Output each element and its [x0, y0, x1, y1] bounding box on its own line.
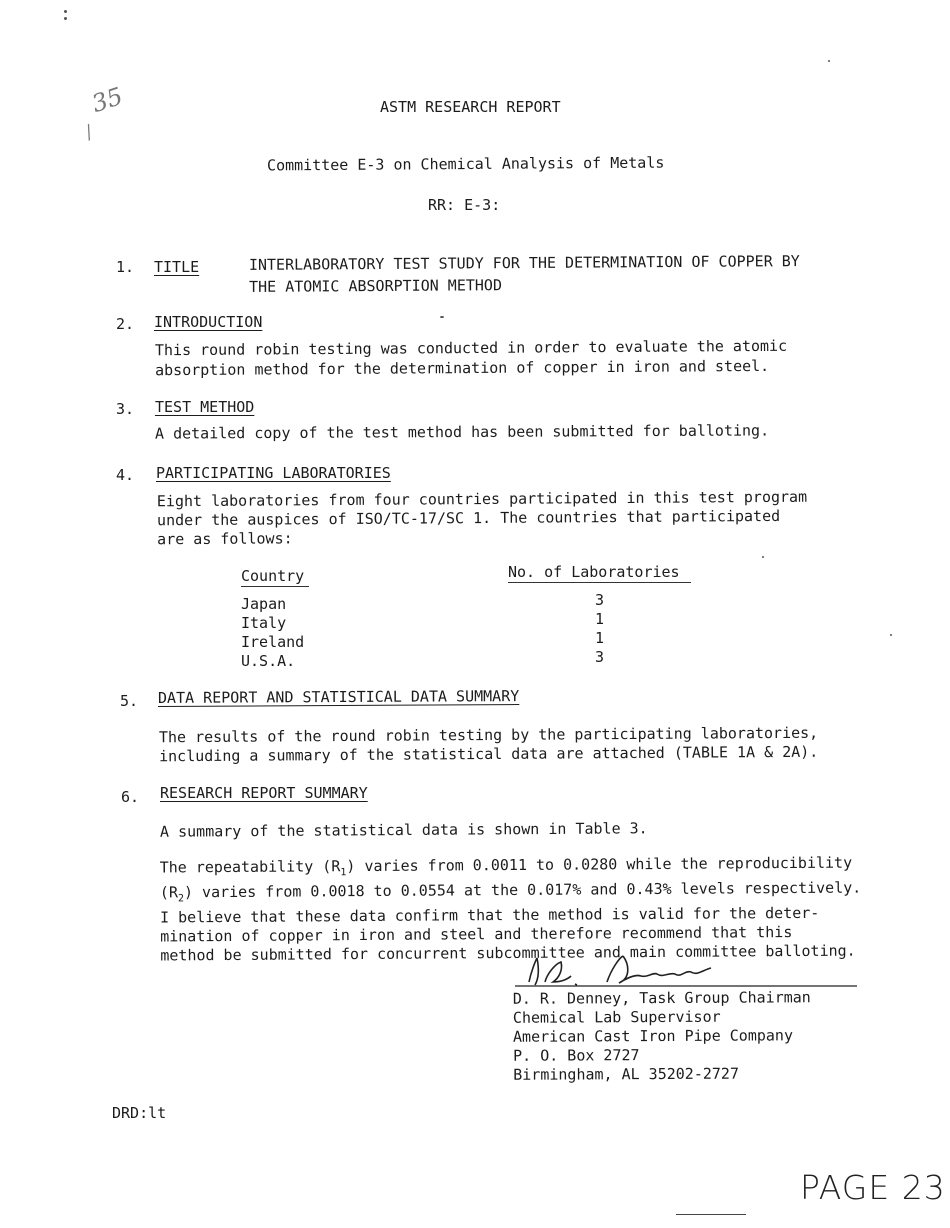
section-4-number: 4. — [116, 466, 135, 484]
table-row — [241, 610, 621, 632]
section-1-line: INTERLABORATORY TEST STUDY FOR THE DETERMINATION OF COPPER BY — [248, 252, 800, 274]
section-2-number: 2. — [116, 315, 135, 333]
section-4-line: under the auspices of ISO/TC-17/SC 1. The countries that participated — [156, 506, 781, 530]
section-2-line: This round robin testing was conducted in order to evaluate the atomic — [154, 336, 788, 360]
section-6-line: I believe that these data confirm that the method is valid for the deter- — [159, 903, 820, 927]
page-label: PAGE 23 — [800, 1168, 946, 1207]
signature-line: American Cast Iron Pipe Company — [512, 1026, 794, 1046]
signature-line: Birmingham, AL 35202-2727 — [513, 1064, 740, 1084]
table-cell-country: Japan — [241, 595, 287, 613]
signature-line: Chemical Lab Supervisor — [512, 1007, 721, 1027]
section-3-number: 3. — [116, 400, 135, 418]
section-6-text — [160, 854, 862, 966]
section-6-line: $(R_2)$ varies from 0.0018 to 0.0554 at the 0.017% and 0.43% levels respectively. — [159, 878, 862, 905]
scan-speck — [828, 60, 830, 62]
scan-speck — [440, 316, 444, 318]
table-cell-country: U.S.A. — [241, 652, 296, 670]
section-4-text — [157, 488, 808, 550]
section-6-line: mination of copper in iron and steel and therefore recommend that this — [160, 923, 793, 946]
section-1-number: 1. — [116, 258, 135, 276]
scan-speck — [64, 10, 67, 13]
table-cell-country: Ireland — [241, 633, 305, 651]
section-2-line: absorption method for the determination of copper in iron and steel. — [155, 356, 770, 380]
scan-speck — [890, 634, 892, 636]
section-4-line: are as follows: — [157, 529, 293, 549]
section-5-number: 5. — [120, 692, 139, 710]
rr-number: RR: E-3: — [428, 196, 501, 214]
typist-initials: DRD:lt — [112, 1104, 167, 1122]
section-6-number: 6. — [121, 788, 140, 806]
section-3-line: A detailed copy of the test method has been submitted for balloting. — [154, 421, 770, 443]
margin-pencil-mark: / — [81, 121, 97, 144]
table-row — [241, 629, 621, 651]
section-5-text — [159, 724, 818, 767]
signature-block — [513, 988, 812, 1085]
table-cell-country: Italy — [241, 614, 287, 632]
section-6-line: method be submitted for concurrent subcommittee and main committee balloting. — [160, 941, 856, 965]
table-cell-labs: 1 — [595, 629, 605, 647]
handwritten-signature — [515, 952, 865, 992]
margin-handwritten-note: 35 — [88, 81, 127, 119]
section-3-text — [155, 421, 769, 443]
section-2-text — [155, 336, 787, 380]
table-cell-labs: 3 — [595, 648, 605, 666]
scan-speck — [762, 556, 764, 558]
signature-line: P. O. Box 2727 — [513, 1046, 640, 1065]
table-header-country: Country — [241, 567, 309, 587]
table-row — [241, 591, 621, 613]
table-cell-labs: 1 — [595, 610, 605, 628]
section-6-heading: RESEARCH REPORT SUMMARY — [160, 784, 368, 802]
section-1-text — [249, 250, 800, 298]
scan-speck — [64, 17, 67, 20]
table-header-labs: No. of Laboratories — [508, 563, 691, 583]
table-cell-labs: 3 — [595, 591, 605, 609]
section-2-heading: INTRODUCTION — [154, 313, 263, 331]
signature-line: D. R. Denney, Task Group Chairman — [512, 988, 811, 1008]
section-1-heading: TITLE — [154, 258, 200, 276]
section-5-line: including a summary of the statistical data are attached (TABLE 1A & 2A). — [159, 742, 819, 766]
section-6-line: The repeatability $(R_1)$ varies from 0.0011 to 0.0280 while the reproducibility — [159, 853, 853, 879]
section-5-line: The results of the round robin testing by the participating laboratories, — [158, 723, 819, 747]
section-3-heading: TEST METHOD — [155, 398, 255, 416]
section-5-heading: DATA REPORT AND STATISTICAL DATA SUMMARY — [157, 687, 520, 707]
section-4-line: Eight laboratories from four countries participated in this test program — [156, 487, 808, 511]
report-title: ASTM RESEARCH REPORT — [380, 98, 561, 116]
section-1-line: THE ATOMIC ABSORPTION METHOD — [249, 276, 503, 296]
table-row — [241, 648, 621, 670]
bottom-rule — [676, 1214, 746, 1215]
committee-line: Committee E-3 on Chemical Analysis of Metals — [266, 153, 665, 175]
section-4-heading: PARTICIPATING LABORATORIES — [156, 464, 391, 482]
section-6-summary-line: A summary of the statistical data is shown in Table 3. — [159, 819, 648, 841]
